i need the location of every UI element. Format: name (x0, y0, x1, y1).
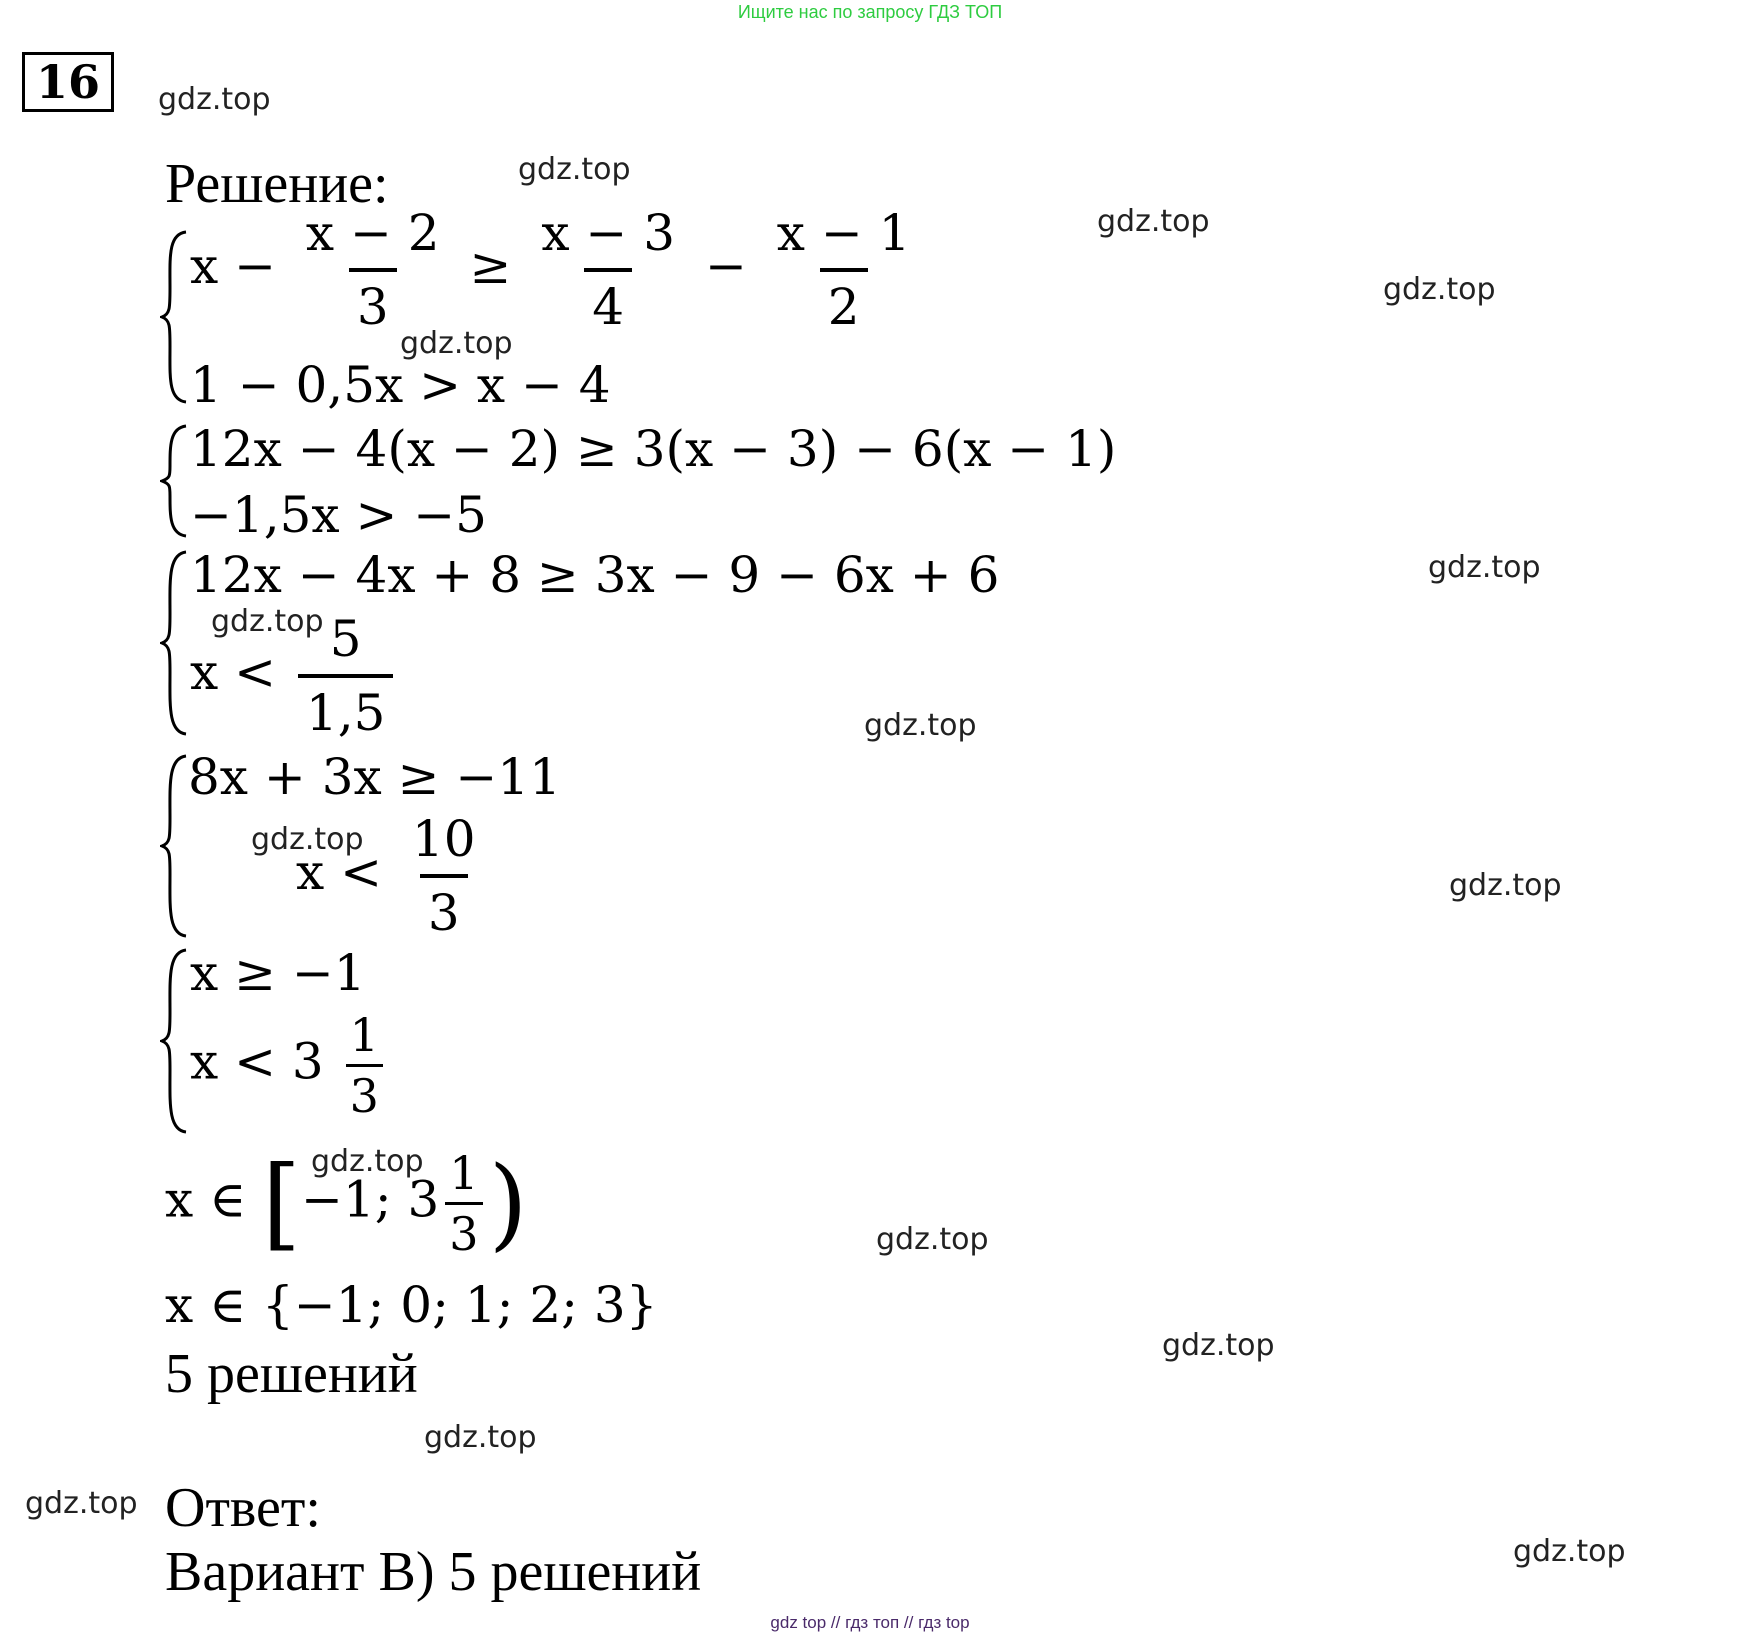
system4-lhs: x < (296, 843, 382, 901)
fraction-denominator: 4 (584, 268, 632, 332)
system4-line2 (296, 810, 490, 942)
brace-icon (160, 752, 188, 940)
watermark: gdz.top (1097, 204, 1210, 239)
system5-line2 (190, 1008, 389, 1123)
system4-line1: 8x + 3x ≥ −11 (188, 748, 561, 806)
watermark: gdz.top (1513, 1534, 1626, 1569)
system3-line2 (190, 610, 399, 742)
brace-icon (160, 946, 188, 1136)
system5-line1: x ≥ −1 (190, 944, 366, 1002)
system1-x: x − (190, 237, 276, 295)
system1-line1 (190, 204, 924, 336)
fraction (346, 1008, 383, 1123)
watermark: gdz.top (864, 708, 977, 743)
watermark: gdz.top (1162, 1328, 1275, 1363)
fraction-numerator: x − 3 (541, 204, 676, 262)
fraction-denominator: 3 (346, 1064, 383, 1119)
system1-line2: 1 − 0,5x > x − 4 (190, 356, 611, 414)
interval-close-bracket: ) (488, 1144, 528, 1262)
fraction-numerator: 5 (329, 610, 362, 668)
fraction (533, 204, 683, 336)
watermark: gdz.top (400, 326, 513, 361)
system2-line2: −1,5x > −5 (190, 486, 487, 544)
solution-title: Решение: (165, 153, 389, 215)
watermark: gdz.top (311, 1144, 424, 1179)
brace-icon (160, 548, 188, 738)
fraction-denominator: 1,5 (298, 674, 394, 738)
fraction-numerator: x − 1 (776, 204, 911, 262)
brace-icon (160, 228, 188, 406)
interval-lhs: x ∈ (165, 1170, 247, 1229)
fraction (445, 1146, 482, 1261)
fraction (404, 810, 484, 942)
system2-line1: 12x − 4(x − 2) ≥ 3(x − 3) − 6(x − 1) (190, 420, 1117, 478)
watermark: gdz.top (1449, 868, 1562, 903)
top-banner[interactable]: Ищите нас по запросу ГДЗ ТОП (737, 2, 1003, 22)
fraction-denominator: 3 (349, 268, 397, 332)
fraction-numerator: 1 (349, 1008, 379, 1062)
watermark: gdz.top (211, 604, 324, 639)
fraction-denominator: 3 (420, 874, 468, 938)
problem-number: 16 (22, 52, 114, 112)
watermark: gdz.top (25, 1486, 138, 1521)
integer-set: x ∈ {−1; 0; 1; 2; 3} (165, 1276, 658, 1334)
fraction (298, 610, 394, 742)
interval-content: −1; 3 (301, 1170, 440, 1229)
bottom-links[interactable]: gdz top // гдз топ // гдз top (770, 1613, 970, 1632)
system3-lhs: x < (190, 643, 276, 701)
system5-lhs: x < 3 (190, 1032, 324, 1091)
solution-count: 5 решений (165, 1343, 418, 1405)
brace-icon (160, 422, 188, 540)
interval-open-bracket: [ (262, 1144, 302, 1262)
system1-op: ≥ (469, 237, 512, 295)
fraction-numerator: 10 (411, 810, 476, 868)
fraction-denominator: 3 (445, 1202, 482, 1257)
watermark: gdz.top (1383, 272, 1496, 307)
system3-line1: 12x − 4x + 8 ≥ 3x − 9 − 6x + 6 (190, 546, 1000, 604)
fraction-denominator: 2 (820, 268, 868, 332)
watermark: gdz.top (424, 1420, 537, 1455)
answer-title: Ответ: (165, 1477, 321, 1539)
fraction-numerator: x − 2 (305, 204, 440, 262)
fraction (298, 204, 448, 336)
system1-minus: − (704, 237, 747, 295)
fraction-numerator: 1 (449, 1146, 479, 1200)
interval-line (165, 1144, 528, 1262)
watermark: gdz.top (158, 82, 271, 117)
answer-text: Вариант В) 5 решений (165, 1541, 702, 1603)
watermark: gdz.top (876, 1222, 989, 1257)
watermark: gdz.top (251, 822, 364, 857)
watermark: gdz.top (518, 152, 631, 187)
watermark: gdz.top (1428, 550, 1541, 585)
fraction (769, 204, 919, 336)
